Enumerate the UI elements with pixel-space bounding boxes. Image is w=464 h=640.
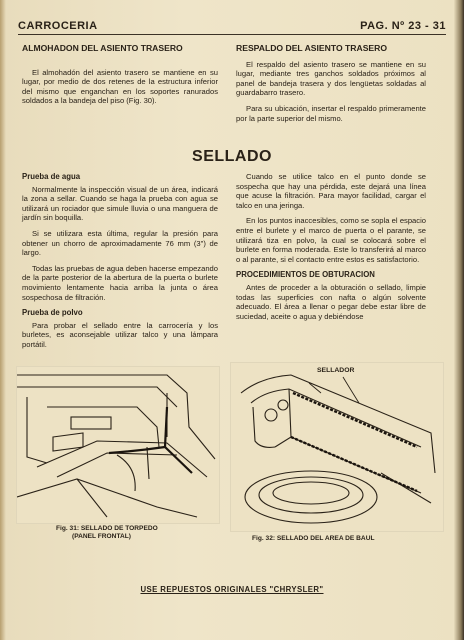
right-mid-column (236, 172, 426, 327)
right-top-column (236, 44, 426, 129)
trunk-illustration (231, 363, 443, 531)
heading-prueba-agua: Prueba de agua (22, 172, 81, 181)
paragraph-respaldo-1: El respaldo del asiento trasero se mantiene en su lugar, mediante tres ganchos soldados próximos al panel de bandeja trasera y dos lengüetas soldadas al guardabarro trasero. (236, 59, 426, 98)
figure-31-caption-line-1: Fig. 31: SELLADO DE TORPEDO (56, 525, 158, 532)
heading-obturacion: PROCEDIMIENTOS DE OBTURACION (236, 270, 375, 280)
paragraph-almohadon: El almohadón del asiento trasero se mantiene en su lugar, por medio de dos retenes de la estructura inferior del mismo que enganchan en los soportes ranurados soldados a la bandeja del piso (Fig. 30). (22, 67, 218, 106)
heading-prueba-polvo: Prueba de polvo (22, 308, 83, 318)
figure-32-caption: Fig. 32: SELLADO DEL AREA DE BAUL (252, 535, 375, 542)
sellador-label: SELLADOR (317, 367, 355, 374)
paragraph-polvo: Para probar el sellado entre la carrocería y los burletes, es aconsejable utilizar talco y una lámpara portátil. (22, 320, 218, 349)
heading-respaldo: RESPALDO DEL ASIENTO TRASERO (236, 43, 388, 53)
heading-almohadon: ALMOHADON DEL ASIENTO TRASERO (22, 43, 183, 53)
figure-31-caption (56, 525, 216, 541)
paragraph-agua-2: Si se utilizara esta última, regular la presión para obtener un chorro de aproximadamente 76 mm (3") de largo. (22, 228, 218, 258)
paragraph-tiza: En los puntos inaccesibles, como se sopla el espacio entre el burlete y el marco de puerta o el parante, se utilizará tiza en polvo, la cual se colocará sobre el burlete en forma moderada. Este lo transferirá al marco o al parante, si el contacto entre estos es satisfactorio. (236, 216, 426, 264)
figure-31-torpedo (16, 366, 220, 524)
figure-32-baul (230, 362, 444, 532)
torpedo-illustration (17, 367, 219, 523)
paragraph-obturacion: Antes de proceder a la obturación o sellado, limpie todas las superficies con nafta o algún solvente adecuado. El área a llenar o pegar debe estar libre de suciedad, aceite o agua y debiéndose (236, 282, 426, 321)
figure-31-caption-line-2: (PANEL FRONTAL) (72, 533, 131, 540)
header-page-number: PAG. Nº 23 - 31 (360, 20, 446, 32)
page-footer: USE REPUESTOS ORIGINALES "CHRYSLER" (140, 585, 324, 594)
page-edge-right (454, 0, 464, 640)
left-mid-column (22, 172, 218, 356)
paragraph-respaldo-2: Para su ubicación, insertar el respaldo primeramente por la parte superior del mismo. (236, 103, 426, 123)
left-top-column (22, 44, 218, 112)
section-title: SELLADO (192, 148, 272, 165)
page-edge-left (0, 0, 6, 640)
page-header (18, 6, 446, 35)
paragraph-agua-3: Todas las pruebas de agua deben hacerse empezando de la parte posterior de la abertura de la puerta o burlete movimiento lentamente hacia arriba la junta o área sospechosa de filtración. (22, 263, 218, 302)
paragraph-talco: Cuando se utilice talco en el punto donde se sospecha que hay una pérdida, este dejará una línea que acuse la filtración. Para mayor facilidad, cargar el talco en una jeringa. (236, 172, 426, 210)
header-section: CARROCERIA (18, 20, 98, 32)
paragraph-agua-1: Normalmente la inspección visual de un área, indicará la zona a sellar. Cuando se haga la prueba con agua se utilizará un rociador que simule lluvia o una manguera de jardín sin boquilla. (22, 184, 218, 223)
